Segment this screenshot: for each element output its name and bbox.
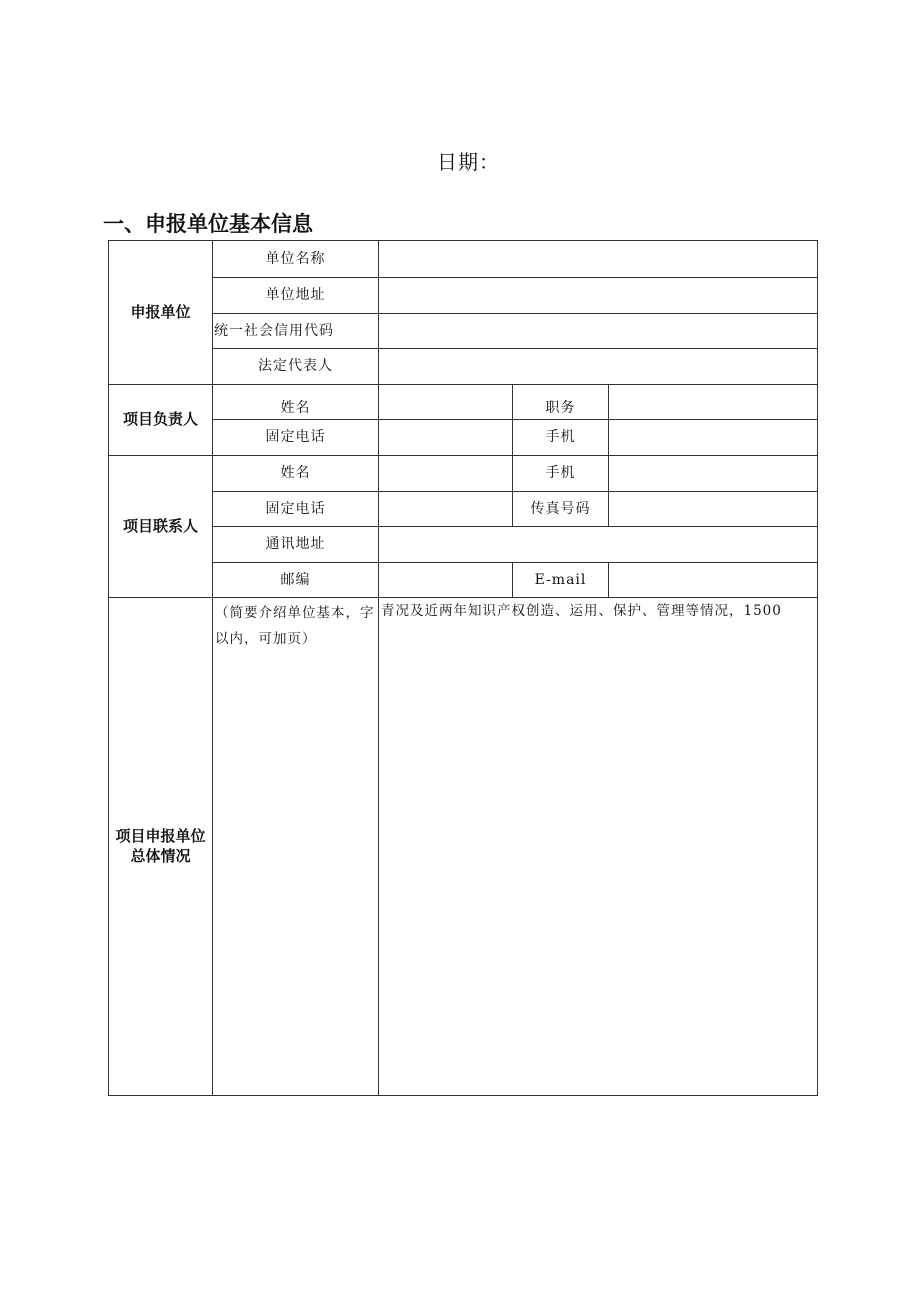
applicant-info-table	[108, 240, 818, 1096]
unit-group-label: 申报单位	[109, 241, 213, 385]
legal-rep-field[interactable]	[379, 349, 818, 385]
leader-name-field[interactable]	[379, 385, 513, 420]
contact-email-label: E-mail	[513, 563, 609, 598]
unit-address-field[interactable]	[379, 278, 818, 314]
contact-address-label: 通讯地址	[213, 527, 379, 563]
contact-name-label: 姓名	[213, 456, 379, 492]
overview-note-part1: （简要介绍单位基本，字以内，可加页）	[213, 598, 379, 1096]
leader-group-label: 项目负责人	[109, 385, 213, 456]
overview-content-field[interactable]	[379, 598, 818, 1096]
unit-name-field[interactable]	[379, 241, 818, 278]
unit-address-label: 单位地址	[213, 278, 379, 314]
contact-phone-label: 固定电话	[213, 492, 379, 527]
contact-mobile-label: 手机	[513, 456, 609, 492]
contact-postcode-label: 邮编	[213, 563, 379, 598]
leader-mobile-field[interactable]	[609, 420, 818, 456]
credit-code-field[interactable]	[379, 314, 818, 349]
section-title: 一、申报单位基本信息	[103, 212, 313, 236]
credit-code-label: 统一社会信用代码	[213, 314, 379, 349]
contact-mobile-field[interactable]	[609, 456, 818, 492]
leader-phone-label: 固定电话	[213, 420, 379, 456]
contact-fax-label: 传真号码	[513, 492, 609, 527]
date-label: 日期：	[437, 150, 500, 174]
overview-group-label: 项目申报单位总体情况	[109, 598, 213, 1096]
contact-email-field[interactable]	[609, 563, 818, 598]
leader-position-field[interactable]	[609, 385, 818, 420]
leader-phone-field[interactable]	[379, 420, 513, 456]
contact-phone-field[interactable]	[379, 492, 513, 527]
leader-position-label: 职务	[513, 385, 609, 420]
contact-group-label: 项目联系人	[109, 456, 213, 598]
contact-address-field[interactable]	[379, 527, 818, 563]
overview-note-part2: 青况及近两年知识产权创造、运用、保护、管理等情况，1500	[381, 603, 782, 619]
contact-postcode-field[interactable]	[379, 563, 513, 598]
leader-name-label: 姓名	[213, 385, 379, 420]
leader-mobile-label: 手机	[513, 420, 609, 456]
unit-name-label: 单位名称	[213, 241, 379, 278]
legal-rep-label: 法定代表人	[213, 349, 379, 385]
contact-fax-field[interactable]	[609, 492, 818, 527]
contact-name-field[interactable]	[379, 456, 513, 492]
